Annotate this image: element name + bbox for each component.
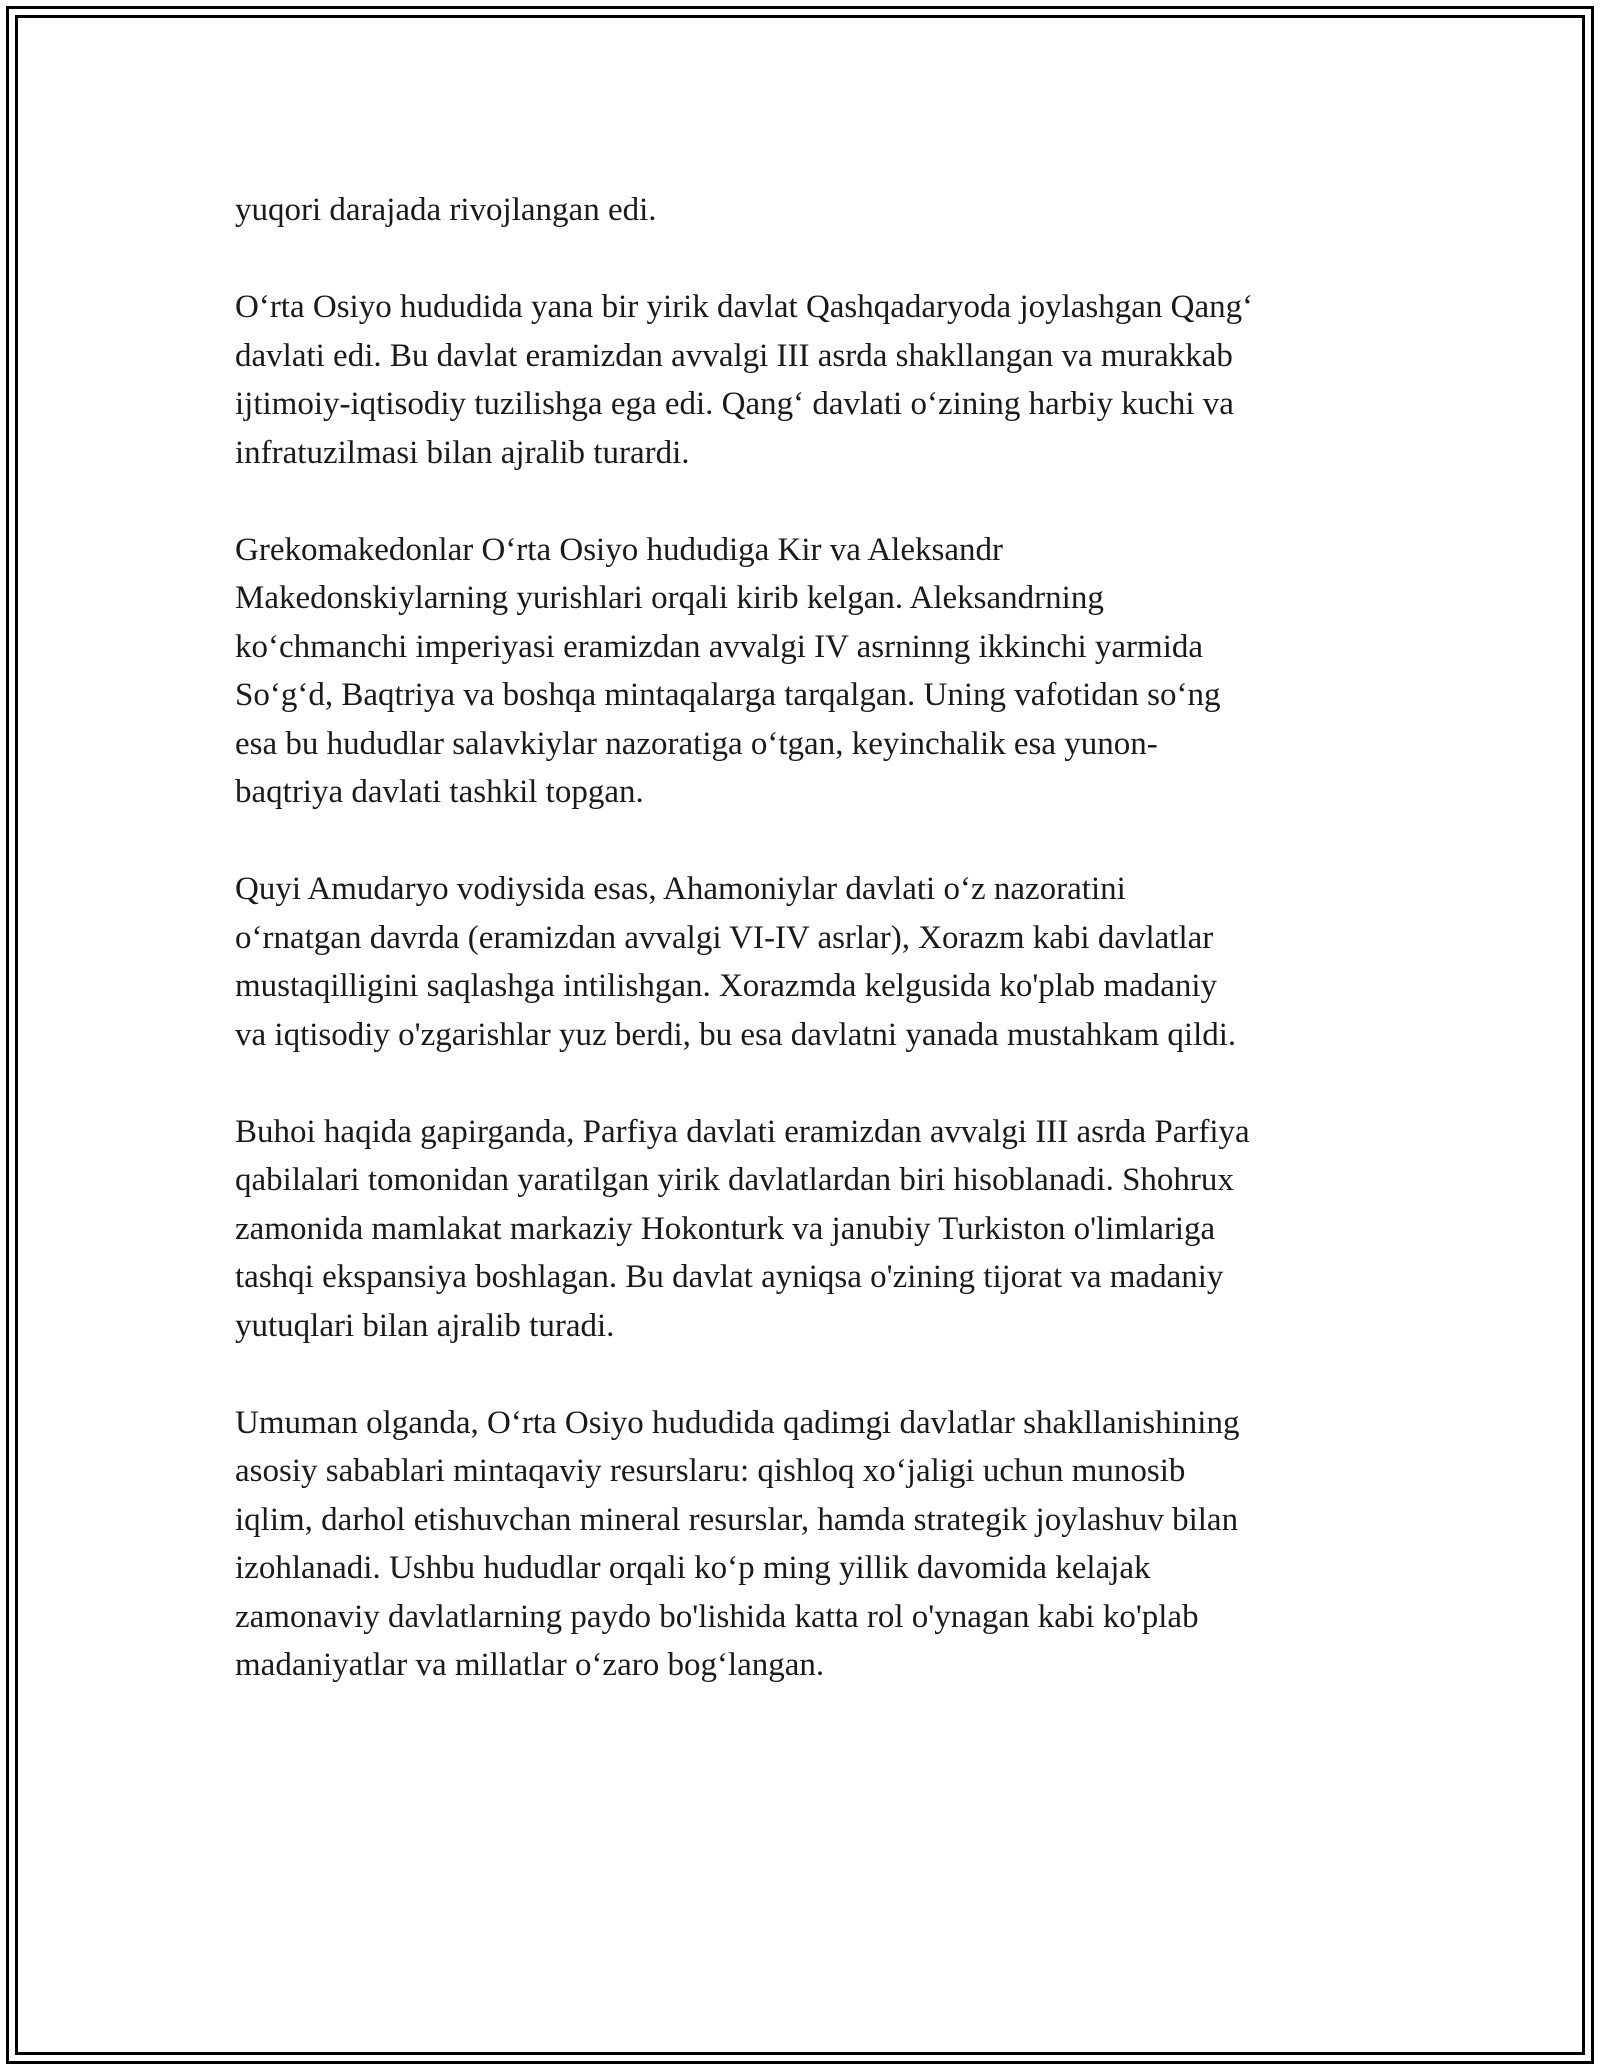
text-line: mustaqilligini saqlashga intilishgan. Xorazmda kelgusida ko'plab madaniy xyxy=(235,968,1218,1004)
text-line: infratuzilmasi bilan ajralib turardi. xyxy=(235,434,690,471)
paragraph-6 xyxy=(235,1399,1405,1690)
text-line: Buhoi haqida gapirganda, Parfiya davlati eramizdan avvalgi III asrda Parfiya xyxy=(235,1113,1250,1150)
text-line: yuqori darajada rivojlangan edi. xyxy=(235,192,657,228)
text-line: zamonaviy davlatlarning paydo bo'lishida katta rol o'ynagan kabi ko'plab xyxy=(235,1598,1199,1635)
text-line: Makedonskiylarning yurishlari orqali kirib kelgan. Aleksandrning xyxy=(235,580,1104,616)
text-line: Quyi Amudaryo vodiysida esas, Ahamoniylar davlati o‘z nazoratini xyxy=(235,871,1126,907)
text-line: Umuman olganda, O‘rta Osiyo hududida qadimgi davlatlar shakllanishining xyxy=(235,1404,1240,1441)
text-line: Grekomakedonlar O‘rta Osiyo hududiga Kir va Aleksandr xyxy=(235,531,1003,568)
text-line: asosiy sabablari mintaqaviy resurslaru: qishloq xo‘jaligi uchun munosib xyxy=(235,1453,1186,1489)
text-line: iqlim, darhol etishuvchan mineral resurslar, hamda strategik joylashuv bilan xyxy=(235,1501,1239,1538)
text-line: qabilalari tomonidan yaratilgan yirik davlatlardan biri hisoblanadi. Shohrux xyxy=(235,1162,1234,1198)
paragraph-3 xyxy=(235,526,1405,817)
paragraph-4 xyxy=(235,865,1405,1059)
text-line: baqtriya davlati tashkil topgan. xyxy=(235,774,644,810)
text-line: ijtimoiy-iqtisodiy tuzilishga ega edi. Qang‘ davlati o‘zining harbiy kuchi va xyxy=(235,386,1234,422)
document-body xyxy=(235,186,1405,1738)
text-line: esa bu hududlar salavkiylar nazoratiga o‘tgan, keyinchalik esa yunon- xyxy=(235,725,1158,762)
text-line: izohlanadi. Ushbu hududlar orqali ko‘p ming yillik davomida kelajak xyxy=(235,1550,1151,1586)
text-line: zamonida mamlakat markaziy Hokonturk va janubiy Turkiston o'limlariga xyxy=(235,1210,1216,1247)
text-line: davlati edi. Bu davlat eramizdan avvalgi III asrda shakllangan va murakkab xyxy=(235,337,1233,374)
paragraph-5 xyxy=(235,1108,1405,1351)
text-line: madaniyatlar va millatlar o‘zaro bog‘langan. xyxy=(235,1647,825,1683)
text-line: yutuqlari bilan ajralib turadi. xyxy=(235,1307,615,1344)
text-line: ko‘chmanchi imperiyasi eramizdan avvalgi IV asrninng ikkinchi yarmida xyxy=(235,628,1204,665)
paragraph-2 xyxy=(235,283,1405,477)
text-line: O‘rta Osiyo hududida yana bir yirik davlat Qashqadaryoda joylashgan Qang‘ xyxy=(235,289,1254,325)
text-line: tashqi ekspansiya boshlagan. Bu davlat ayniqsa o'zining tijorat va madaniy xyxy=(235,1259,1224,1295)
text-line: So‘g‘d, Baqtriya va boshqa mintaqalarga tarqalgan. Uning vafotidan so‘ng xyxy=(235,677,1221,713)
paragraph-1 xyxy=(235,186,1405,235)
text-line: o‘rnatgan davrda (eramizdan avvalgi VI-IV asrlar), Xorazm kabi davlatlar xyxy=(235,919,1214,956)
text-line: va iqtisodiy o'zgarishlar yuz berdi, bu esa davlatni yanada mustahkam qildi. xyxy=(235,1016,1237,1053)
